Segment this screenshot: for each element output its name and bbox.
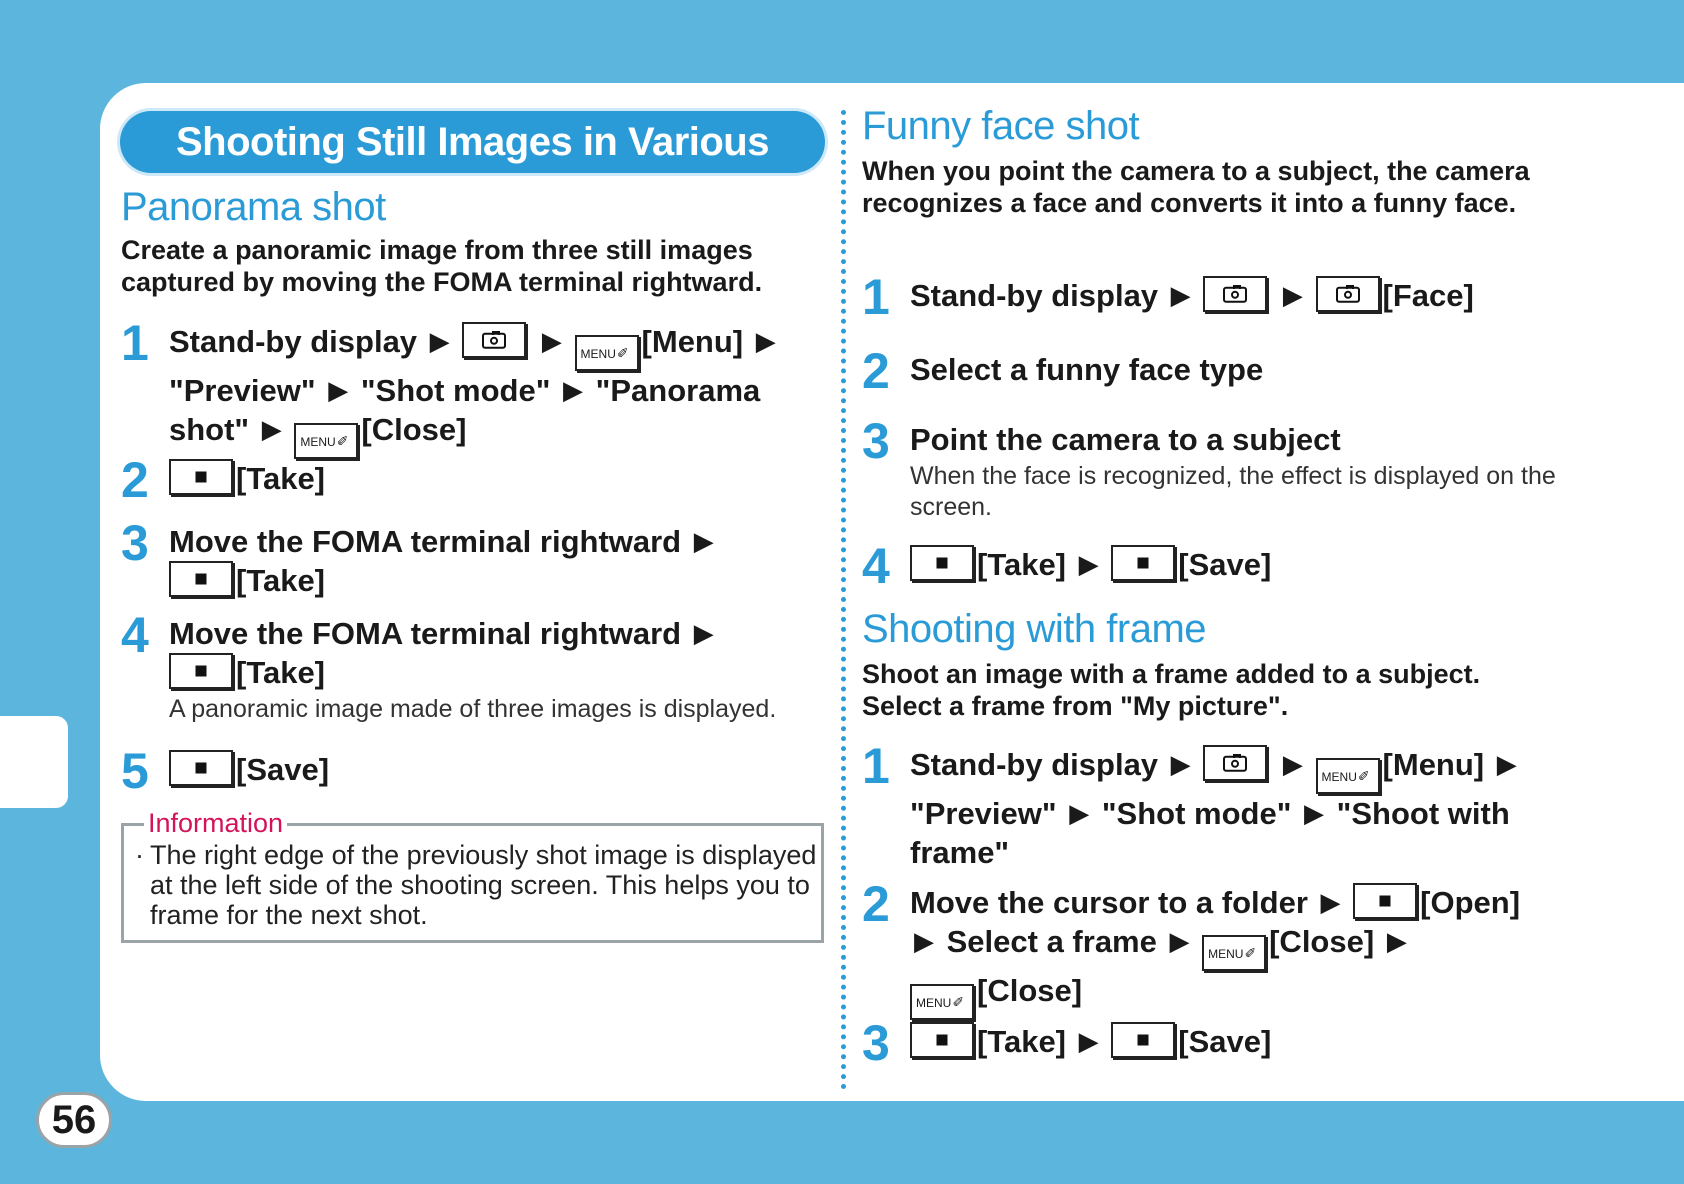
arrow-icon: ▶ xyxy=(1386,926,1407,956)
panorama-step-3 xyxy=(121,515,826,600)
chapter-banner: Shooting Still Images in Various Modes xyxy=(120,111,825,173)
arrow-icon: ▶ xyxy=(1170,280,1191,310)
step-text: [Take] xyxy=(236,563,326,598)
arrow-icon: ▶ xyxy=(914,926,934,956)
camera-key-icon xyxy=(1316,276,1380,312)
center-key-icon xyxy=(1353,883,1417,919)
information-label: Information xyxy=(144,808,287,838)
step-text: [Save] xyxy=(1178,1024,1272,1059)
funny-face-step-4 xyxy=(862,538,1272,594)
funny-face-title: Funny face shot xyxy=(862,104,1140,148)
step-text: [Take] xyxy=(977,1024,1067,1059)
frame-step-1 xyxy=(862,738,1582,872)
camera-key-icon xyxy=(1203,276,1267,312)
step-number: 4 xyxy=(121,607,149,663)
center-key-icon xyxy=(169,750,233,786)
arrow-icon: ▶ xyxy=(1282,280,1303,310)
step-number: 3 xyxy=(862,1015,890,1071)
step-number: 1 xyxy=(121,315,149,371)
step-text: [Open] xyxy=(1420,885,1521,920)
step-text: "Panorama shot" xyxy=(169,373,761,447)
center-key-icon xyxy=(169,459,233,495)
frame-title: Shooting with frame xyxy=(862,607,1207,651)
arrow-icon: ▶ xyxy=(693,618,714,648)
column-divider xyxy=(841,110,846,1090)
step-text: [Take] xyxy=(236,461,326,496)
menu-key-icon: MENU✐ xyxy=(575,335,639,371)
step-note: A panoramic image made of three images is displayed. xyxy=(169,695,777,723)
page-number: 56 xyxy=(36,1092,112,1148)
panorama-title: Panorama shot xyxy=(121,185,386,229)
camera-key-icon xyxy=(462,322,526,358)
panorama-step-5 xyxy=(121,743,330,799)
center-key-icon xyxy=(169,653,233,689)
frame-step-3 xyxy=(862,1015,1272,1071)
center-key-icon xyxy=(910,545,974,581)
chapter-tab xyxy=(0,716,68,808)
panorama-step-4 xyxy=(121,607,826,725)
arrow-icon: ▶ xyxy=(541,326,562,356)
arrow-icon: ▶ xyxy=(1170,749,1191,779)
arrow-icon: ▶ xyxy=(429,326,450,356)
arrow-icon: ▶ xyxy=(1320,887,1341,917)
step-text: Move the FOMA terminal rightward xyxy=(169,524,682,559)
arrow-icon: ▶ xyxy=(755,326,776,356)
step-text: Stand-by display xyxy=(169,324,418,359)
step-text: [Menu] xyxy=(641,324,744,359)
center-key-icon xyxy=(169,561,233,597)
arrow-icon: ▶ xyxy=(563,375,584,405)
step-text: [Take] xyxy=(977,547,1067,582)
step-number: 3 xyxy=(862,413,890,469)
step-text: [Close] xyxy=(361,412,467,447)
step-number: 5 xyxy=(121,743,149,799)
arrow-icon: ▶ xyxy=(1078,549,1099,579)
funny-face-lead: When you point the camera to a subject, the camera recognizes a face and converts it into a funny face. xyxy=(862,156,1530,218)
panorama-step-2 xyxy=(121,452,326,508)
camera-key-icon xyxy=(1203,745,1267,781)
step-number: 2 xyxy=(862,876,890,932)
step-number: 1 xyxy=(862,269,890,325)
arrow-icon: ▶ xyxy=(1078,1026,1099,1056)
arrow-icon: ▶ xyxy=(1496,749,1517,779)
step-text: Stand-by display xyxy=(910,747,1159,782)
step-text: Move the cursor to a folder xyxy=(910,885,1308,920)
step-text: [Take] xyxy=(236,655,326,690)
step-text: [Save] xyxy=(236,752,330,787)
step-text: [Save] xyxy=(1178,547,1272,582)
information-body: The right edge of the previously shot image is displayed at the left side of the shooting screen. This helps you to frame for the next shot. xyxy=(150,840,817,930)
center-key-icon xyxy=(1111,545,1175,581)
step-number: 1 xyxy=(862,738,890,794)
step-text: "Shot mode" xyxy=(360,373,551,408)
menu-key-icon: MENU✐ xyxy=(1316,758,1380,794)
step-text: [Close] xyxy=(977,973,1083,1008)
step-text: "Preview" xyxy=(910,796,1057,831)
arrow-icon: ▶ xyxy=(1282,749,1303,779)
funny-face-step-3 xyxy=(862,413,1582,523)
frame-lead: Shoot an image with a frame added to a subject. Select a frame from "My picture". xyxy=(862,659,1481,721)
step-number: 2 xyxy=(121,452,149,508)
arrow-icon: ▶ xyxy=(1069,798,1090,828)
arrow-icon: ▶ xyxy=(1169,926,1190,956)
frame-step-2 xyxy=(862,876,1582,1020)
step-text: [Face] xyxy=(1382,278,1474,313)
arrow-icon: ▶ xyxy=(261,414,282,444)
step-text: Point the camera to a subject xyxy=(910,422,1341,457)
menu-key-icon: MENU✐ xyxy=(910,984,974,1020)
funny-face-step-2 xyxy=(862,343,1264,399)
center-key-icon xyxy=(1111,1022,1175,1058)
panorama-step-1 xyxy=(121,315,826,459)
step-text: Move the FOMA terminal rightward xyxy=(169,616,682,651)
step-text: Select a funny face type xyxy=(910,352,1264,387)
funny-face-step-1 xyxy=(862,269,1582,325)
panorama-lead: Create a panoramic image from three still images captured by moving the FOMA terminal rightward. xyxy=(121,235,763,297)
arrow-icon: ▶ xyxy=(1304,798,1325,828)
step-number: 4 xyxy=(862,538,890,594)
step-number: 2 xyxy=(862,343,890,399)
menu-key-icon: MENU✐ xyxy=(294,423,358,459)
step-number: 3 xyxy=(121,515,149,571)
arrow-icon: ▶ xyxy=(693,526,714,556)
step-text: Stand-by display xyxy=(910,278,1159,313)
center-key-icon xyxy=(910,1022,974,1058)
step-text: [Close] xyxy=(1269,924,1375,959)
step-note: When the face is recognized, the effect is displayed on the screen. xyxy=(910,462,1556,521)
arrow-icon: ▶ xyxy=(328,375,349,405)
step-text: [Menu] xyxy=(1382,747,1485,782)
step-text: Select a frame xyxy=(946,924,1157,959)
bullet-icon: · xyxy=(135,840,144,870)
step-text: "Preview" xyxy=(169,373,316,408)
step-text: "Shot mode" xyxy=(1101,796,1292,831)
information-text xyxy=(135,840,825,930)
step-text: "Shoot with frame" xyxy=(910,796,1510,870)
menu-key-icon: MENU✐ xyxy=(1202,935,1266,971)
